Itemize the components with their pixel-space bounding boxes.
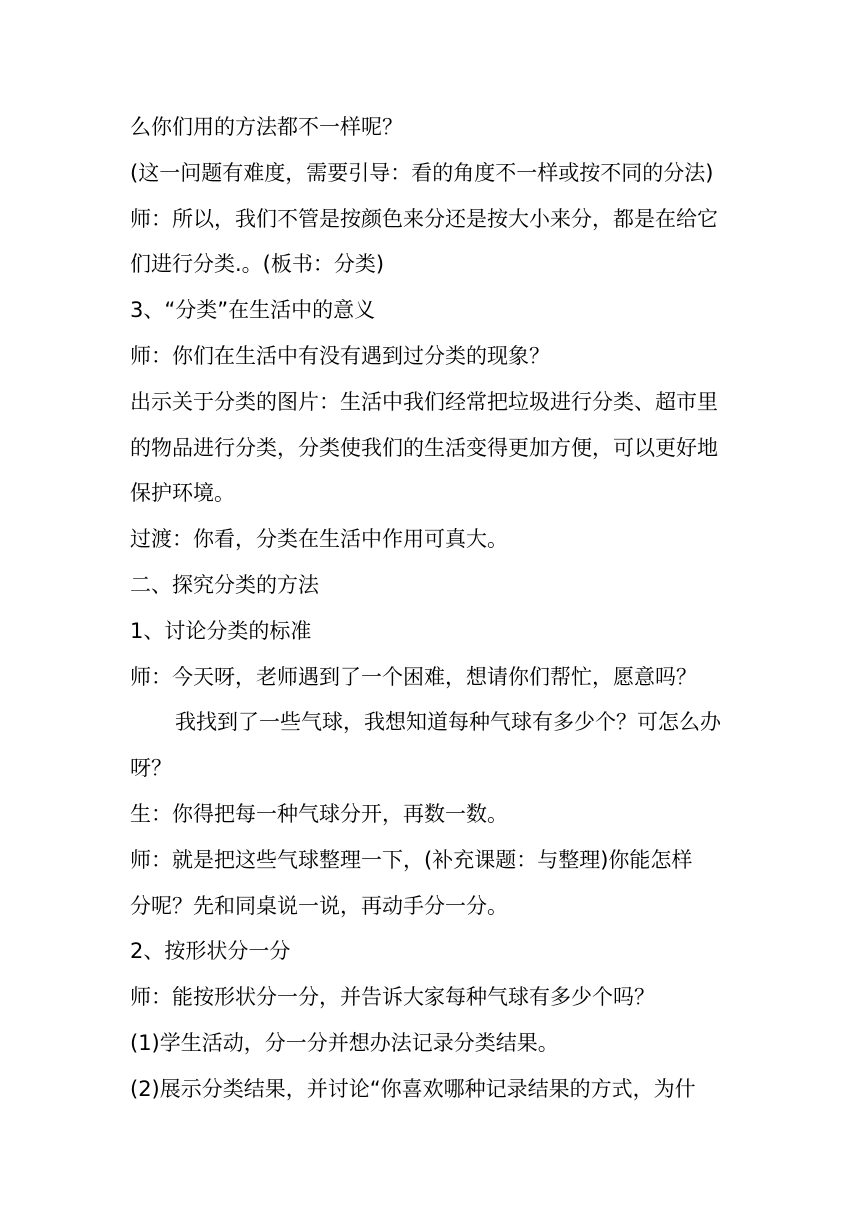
list-item: (2)展示分类结果，并讨论“你喜欢哪种记录结果的方式，为什 <box>130 1076 696 1101</box>
section-heading: 二、探究分类的方法 <box>130 572 319 597</box>
text-line: 呀？ <box>130 756 172 781</box>
text-line: 么你们用的方法都不一样呢？ <box>130 115 403 139</box>
text-line: 师：所以，我们不管是按颜色来分还是按大小来分，都是在给它 <box>130 206 718 231</box>
text-line: 过渡：你看，分类在生活中作用可真大。 <box>130 527 508 552</box>
document-body <box>130 105 734 1113</box>
text-line: 生：你得把每一种气球分开，再数一数。 <box>130 801 508 826</box>
section-heading: 3、“分类”在生活中的意义 <box>130 298 376 323</box>
text-line: (这一问题有难度，需要引导：看的角度不一样或按不同的分法) <box>130 160 714 185</box>
text-line: 师：今天呀，老师遇到了一个困难，想请你们帮忙，愿意吗？ <box>130 664 697 689</box>
section-heading: 2、按形状分一分 <box>130 939 291 964</box>
text-line: 师：就是把这些气球整理一下，(补充课题：与整理)你能怎样 <box>130 847 693 872</box>
text-line: 的物品进行分类，分类使我们的生活变得更加方便，可以更好地 <box>130 435 718 460</box>
section-heading: 1、讨论分类的标准 <box>130 618 312 643</box>
text-line: 师：你们在生活中有没有遇到过分类的现象？ <box>130 343 550 368</box>
list-item: (1)学生活动，分一分并想办法记录分类结果。 <box>130 1030 559 1055</box>
text-line: 们进行分类.。(板书：分类) <box>130 252 385 277</box>
text-line: 出示关于分类的图片：生活中我们经常把垃圾进行分类、超市里 <box>130 389 718 414</box>
text-line: 保护环境。 <box>130 481 235 506</box>
text-line: 分呢？先和同桌说一说，再动手分一分。 <box>130 893 508 918</box>
text-line: 师：能按形状分一分，并告诉大家每种气球有多少个吗？ <box>130 985 655 1010</box>
indented-text-line: 我找到了一些气球，我想知道每种气球有多少个？可怎么办 <box>175 710 721 735</box>
